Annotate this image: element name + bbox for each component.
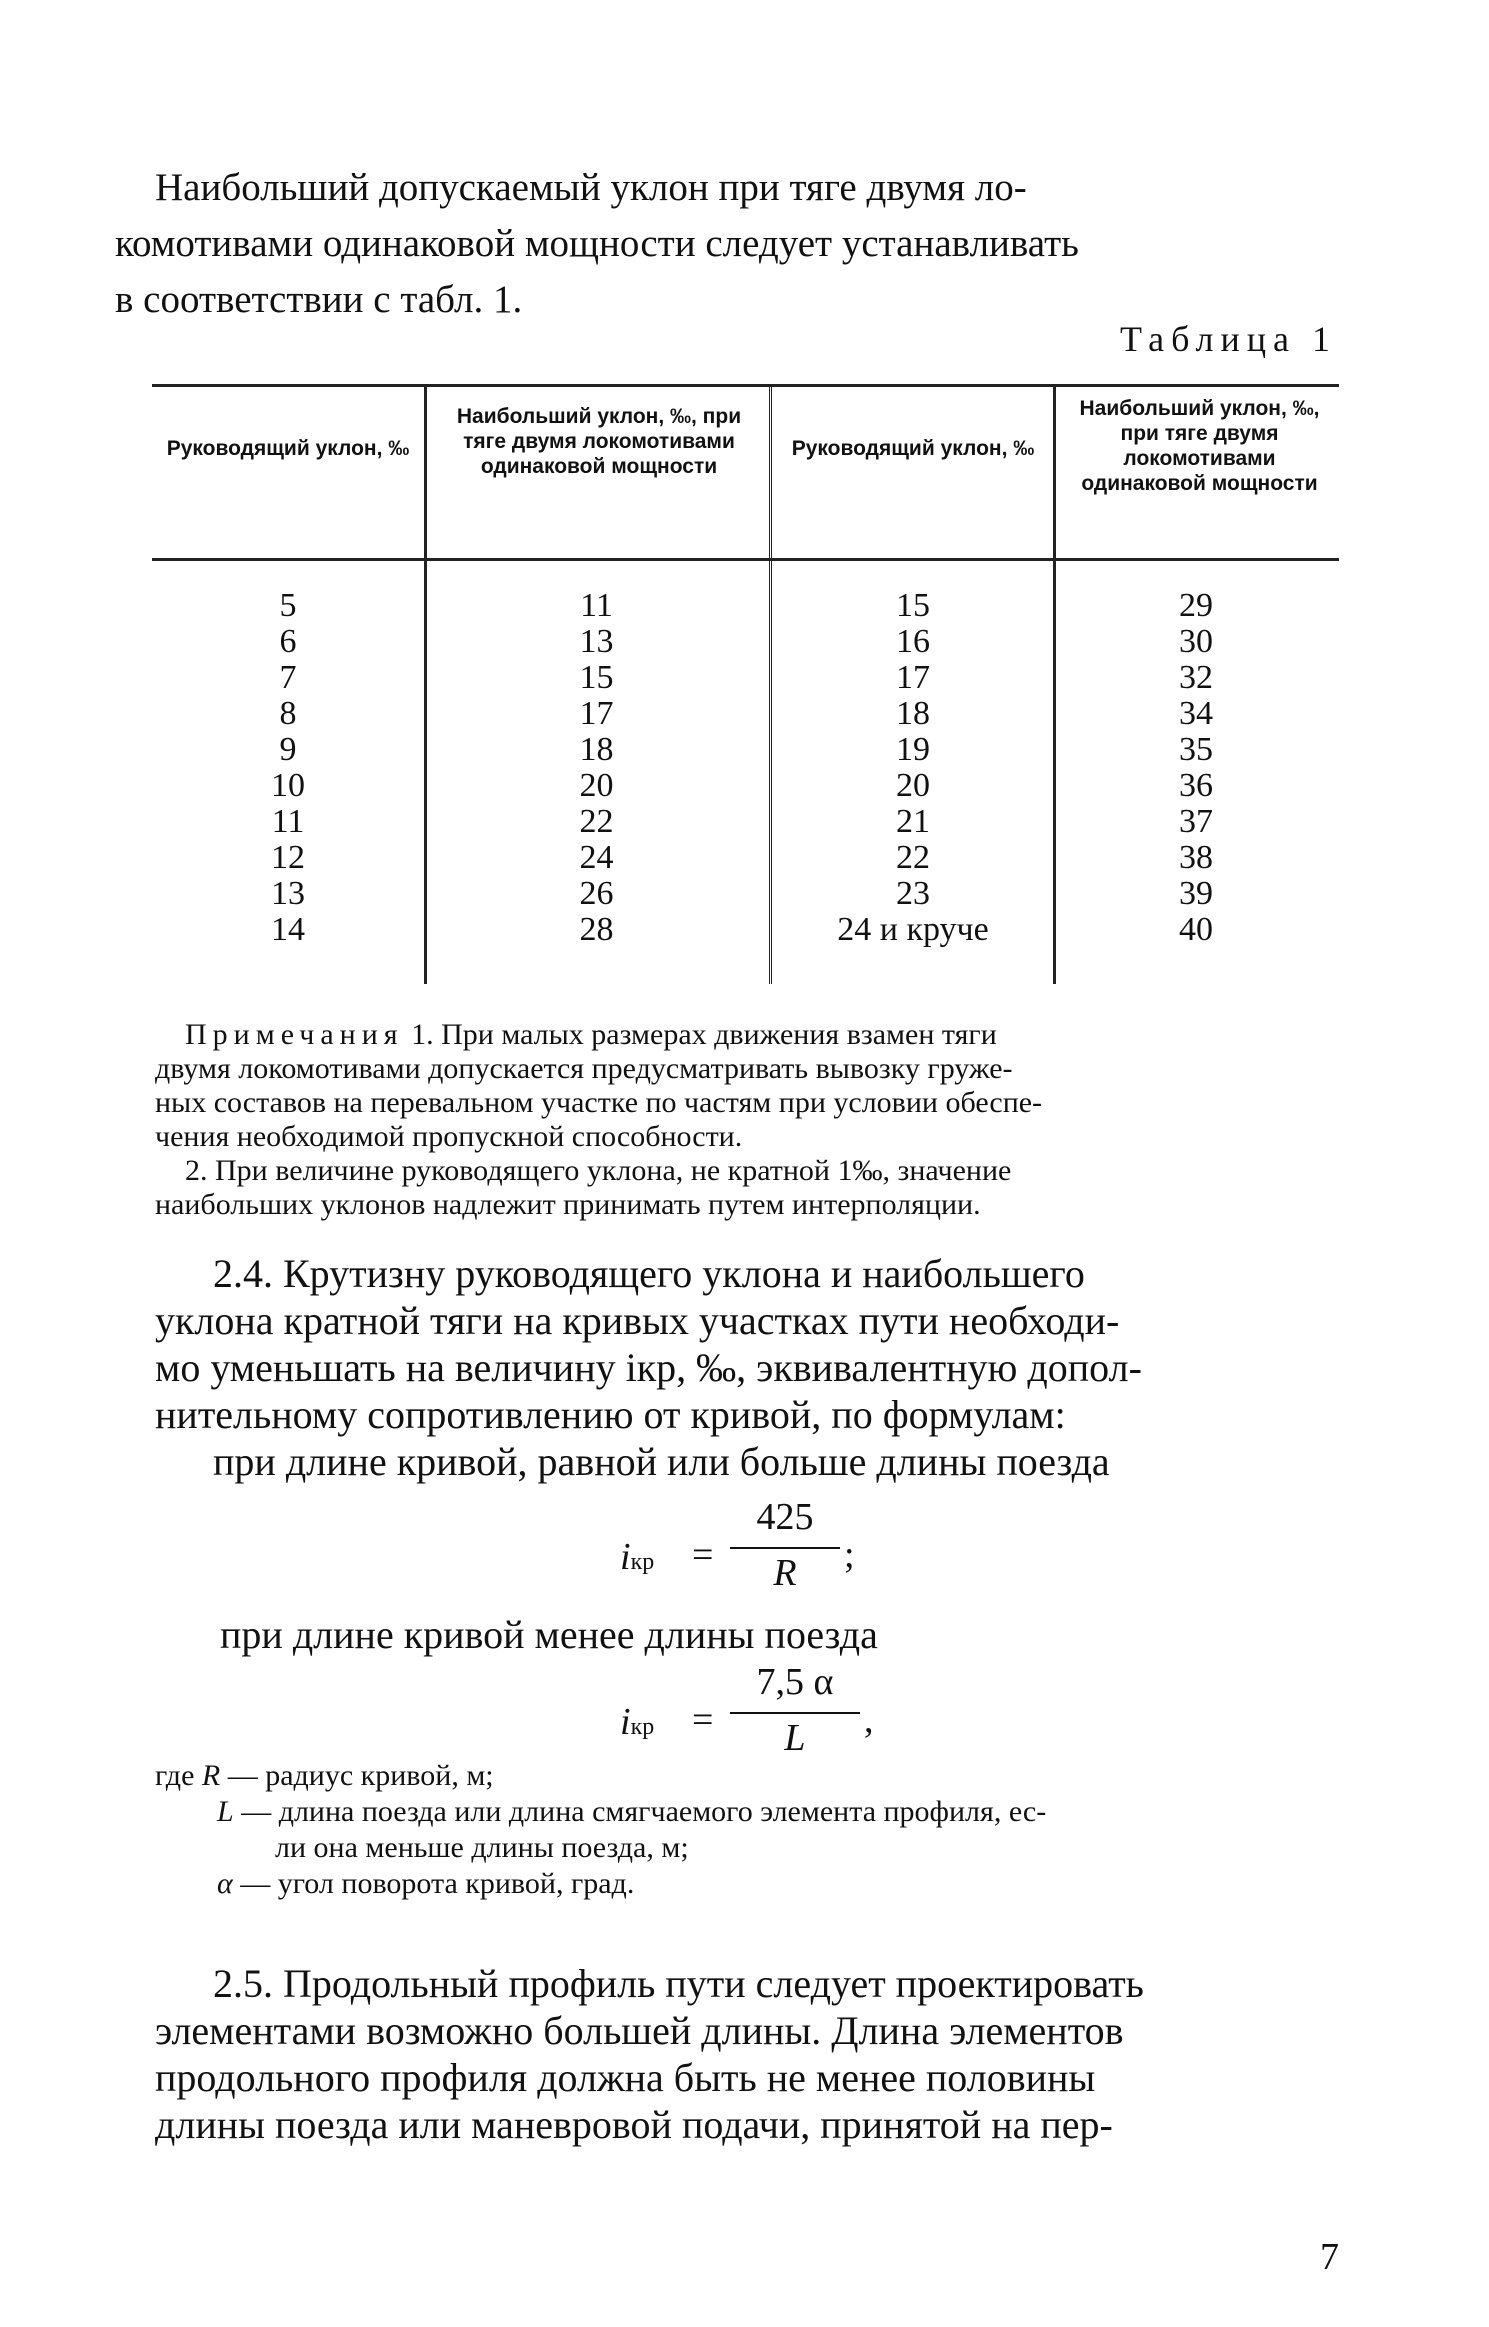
table-cell: 12 [271,839,305,876]
intro-line: Наибольший допускаемый уклон при тяге двумя ло- [155,166,1027,209]
formula-lhs: iкр [620,1536,655,1578]
section-line: продольного профиля должна быть не менее половины [155,2055,1096,2100]
formula-equals: = [692,1534,714,1576]
table-cell: 34 [1179,695,1213,732]
table-cell: 30 [1179,623,1213,660]
table-cell: 16 [896,623,930,660]
notes-line: чения необходимой пропускной способности. [155,1120,743,1153]
table-header-rule [152,558,1339,561]
table-cell: 37 [1179,803,1213,840]
formula-condition: при длине кривой менее длины поезда [220,1612,878,1657]
table-cell: 15 [896,587,930,624]
section-line: при длине кривой, равной или больше длины поезда [213,1439,1110,1484]
formula-numerator: 425 [756,1496,814,1538]
notes-line: 2. При величине руководящего уклона, не кратной 1‰, значение [185,1154,1012,1187]
table-cell: 17 [579,695,614,732]
notes-label: Примечания [185,1018,404,1051]
column-max-slope-1 [424,588,769,948]
symbol-R: R [201,1759,221,1792]
table-cell: 22 [896,839,930,876]
table-caption: Таблица 1 [1120,319,1337,359]
table-cell: 13 [271,875,305,912]
column-guiding-slope-1 [152,588,424,948]
table-cell: 36 [1179,767,1213,804]
table-cell: 40 [1179,911,1213,948]
formula-long-curve [620,1495,880,1605]
table-cell: 23 [896,875,930,912]
section-line: 2.4. Крутизну руководящего уклона и наибольшего [213,1251,1085,1296]
table-cell: 39 [1179,875,1213,912]
table-cell: 21 [896,803,930,840]
formula-short-curve [620,1660,920,1770]
table-cell: 11 [580,587,613,624]
formula-denominator: R [773,1552,797,1594]
table-cell: 6 [279,623,297,660]
table-cell: 8 [279,695,297,732]
notes-line: ных составов на перевальном участке по частям при условии обеспе- [155,1086,1043,1119]
table-cell: 20 [579,767,614,804]
fraction-bar [730,1547,840,1549]
table-notes [155,1018,1340,1222]
table-cell: 10 [271,767,305,804]
table-cell: 18 [896,695,930,732]
definition-row: L — длина поезда или длина смягчаемого элемента профиля, ес- [217,1795,1047,1828]
notes-text: 1. При малых размерах движения взамен тяги [411,1018,997,1051]
symbol-alpha: α [217,1867,233,1900]
table-cell: 18 [579,731,614,768]
formula-numerator: 7,5 α [756,1661,834,1703]
formula-equals: = [692,1699,714,1741]
variable-definitions [155,1758,1340,1902]
section-line: уклона кратной тяги на кривых участках пути необходи- [155,1298,1120,1343]
column-max-slope-2 [1053,588,1339,948]
table-cell: 7 [279,659,297,696]
table-cell: 22 [579,803,614,840]
definition-row: где R — радиус кривой, м; [155,1759,494,1792]
table-cell: 19 [896,731,930,768]
table-cell: 9 [279,731,297,768]
table-cell: 24 [579,839,614,876]
table-cell: 15 [579,659,614,696]
header-max-slope: Наибольший уклон, ‰, при тяге двумя локомотивами одинаковой мощности [1079,397,1320,495]
page-number: 7 [1320,2236,1339,2278]
notes-line: наибольших уклонов надлежит принимать путем интерполяции. [155,1188,981,1221]
intro-line: комотивами одинаковой мощности следует устанавливать [115,222,1079,265]
header-guiding-slope: Руководящий уклон, ‰ [791,437,1035,460]
table-cell: 13 [579,623,614,660]
formula-punctuation: , [864,1699,874,1741]
section-line: длины поезда или маневровой подачи, принятой на пер- [155,2102,1113,2147]
table-cell: 11 [271,803,305,840]
section-2-5 [155,1960,1340,2148]
section-line: элементами возможно большей длины. Длина элементов [155,2008,1124,2053]
table-cell: 20 [896,767,930,804]
definition-row: α — угол поворота кривой, град. [217,1867,635,1900]
table-cell: 28 [579,911,614,948]
fraction-bar [730,1712,860,1714]
table-cell: 26 [579,875,614,912]
table-cell: 35 [1179,731,1213,768]
table-cell: 14 [271,911,305,948]
intro-paragraph [115,160,1340,328]
formula-denominator: L [784,1717,806,1759]
table-cell: 5 [279,587,297,624]
section-line: нительному сопротивлению от кривой, по формулам: [155,1392,1066,1437]
formula-punctuation: ; [844,1534,855,1576]
section-line: мо уменьшать на величину iкр, ‰, эквивалентную допол- [155,1345,1142,1390]
section-2-4 [155,1250,1340,1485]
where-prefix: где [155,1759,195,1792]
table-cell: 38 [1179,839,1213,876]
table-cell: 24 и круче [837,911,989,948]
header-max-slope: Наибольший уклон, ‰, при тяге двумя локомотивами одинаковой мощности [456,405,742,478]
notes-line [185,1018,1340,1052]
symbol-L: L [217,1795,234,1828]
table-cell: 17 [896,659,930,696]
section-line: 2.5. Продольный профиль пути следует проектировать [213,1961,1144,2006]
table-cell: 32 [1179,659,1213,696]
column-guiding-slope-2 [773,588,1053,948]
formula-lhs: iкр [620,1701,655,1743]
intro-line: в соответствии с табл. 1. [115,278,523,321]
notes-line: двумя локомотивами допускается предусматривать вывозку груже- [155,1052,1013,1085]
table-top-rule [152,384,1339,387]
header-guiding-slope: Руководящий уклон, ‰ [166,437,410,460]
definition-row: ли она меньше длины поезда, м; [275,1831,689,1864]
table-cell: 29 [1179,587,1213,624]
